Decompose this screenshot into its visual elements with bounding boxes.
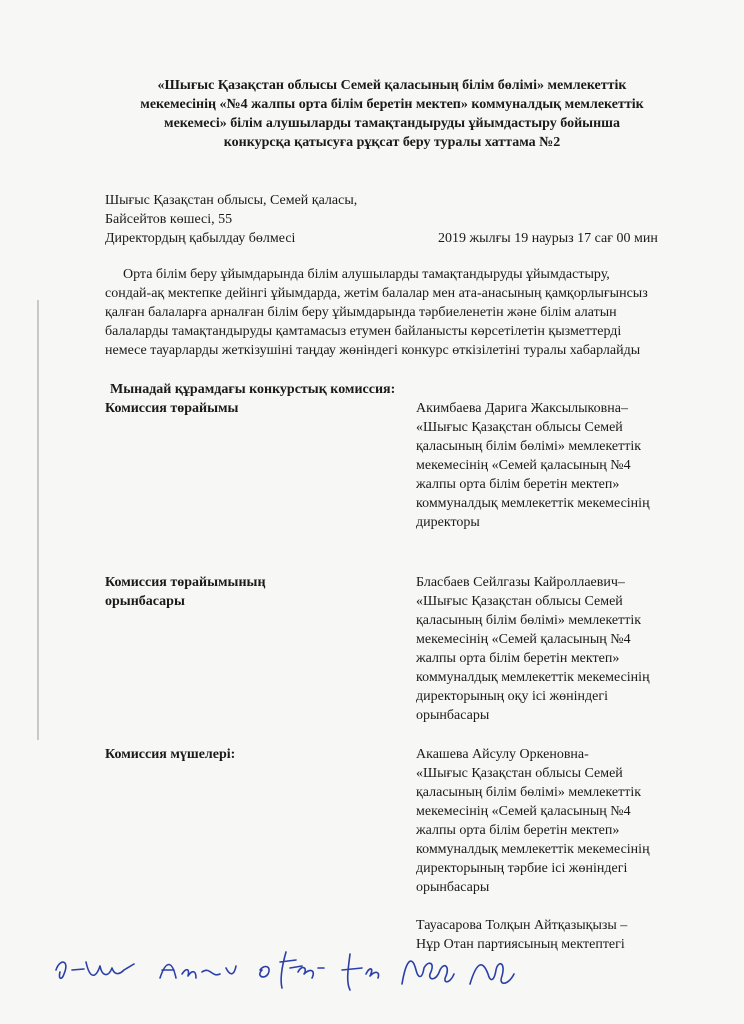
desc-line: «Шығыс Қазақстан облысы Семей [416,420,623,435]
scan-margin-mark [37,300,39,740]
member-role-deputy [105,573,266,611]
desc-line: мекемесінің «Семей қаласының №4 [416,458,631,473]
desc-line: мекемесінің «Семей қаласының №4 [416,632,631,647]
intro-paragraph [105,265,648,360]
desc-line: қаласының білім бөлімі» мемлекеттік [416,785,642,800]
intro-line: қалған балаларға арналған білім беру ұйымдарында тәрбиеленетін және білім алатын [105,305,617,320]
address-line-3: Директордың қабылдау бөлмесі [105,231,296,246]
desc-line: Нұр Отан партиясының мектептегі [416,937,625,952]
intro-line: сондай-ақ мектепке дейінгі ұйымдарда, жетім балалар мен ата-анасының қамқорлығынсыз [105,286,648,301]
handwritten-signatures [50,940,530,1000]
role-line: Комиссия төрайымы [105,401,239,416]
intro-line: немесе тауарларды жеткізушіні таңдау жөніндегі конкурс өткізілетіні туралы хабарлайды [105,343,641,358]
role-line: Комиссия төрайымының [105,575,266,590]
member-role-members [105,745,235,764]
desc-line: директорының тәрбие ісі жөніндегі [416,861,628,876]
desc-line: коммуналдық мемлекеттік мекемесінің [416,496,650,511]
title-line: «Шығыс Қазақстан облысы Семей қаласының білім бөлімі» мемлекеттік [157,78,627,93]
signature-stroke [280,952,324,988]
desc-line: мекемесінің «Семей қаласының №4 [416,804,631,819]
signature-stroke [56,962,134,978]
address-line-2: Байсейтов көшесі, 55 [105,212,233,227]
desc-line: Акимбаева Дарига Жаксылыковна– [416,401,628,416]
member-desc-deputy [416,573,650,725]
intro-line: балаларды тамақтандыруды қамтамасыз етумен байланысты көрсетілетін қызметтерді [105,324,622,339]
intro-line: Орта білім беру ұйымдарында білім алушыларды тамақтандыруды ұйымдастыру, [123,267,610,282]
signature-stroke [260,967,269,977]
signature-stroke [470,964,514,984]
document-title [100,76,684,152]
desc-line: жалпы орта білім беретін мектеп» [416,477,620,492]
title-line: мекемесі» білім алушыларды тамақтандыруды ұйымдастыру бойынша [164,116,620,131]
desc-line: коммуналдық мемлекеттік мекемесінің [416,670,650,685]
desc-line: жалпы орта білім беретін мектеп» [416,651,620,666]
signature-stroke [160,965,236,979]
signature-stroke [402,961,454,984]
desc-line: директорының оқу ісі жөніндегі [416,689,608,704]
meeting-date: 2019 жылғы 19 наурыз 17 сағ 00 мин [438,231,658,246]
commission-heading: Мынадай құрамдағы конкурстық комиссия: [110,382,396,397]
desc-line: Акашева Айсулу Оркеновна- [416,747,589,762]
desc-line: орынбасары [416,880,490,895]
desc-line: Тауасарова Толқын Айтқазықызы – [416,918,628,933]
member-role-chair [105,399,239,418]
title-line: мекемесінің «№4 жалпы орта білім беретін мектеп» коммуналдық мемлекеттік [140,97,644,112]
desc-line: коммуналдық мемлекеттік мекемесінің [416,842,650,857]
member-desc-chair [416,399,650,532]
role-line: орынбасары [105,594,185,609]
role-line: Комиссия мүшелері: [105,747,236,762]
signature-stroke [342,954,379,990]
address-line-1: Шығыс Қазақстан облысы, Семей қаласы, [105,193,358,208]
desc-line: «Шығыс Қазақстан облысы Семей [416,594,623,609]
desc-line: Бласбаев Сейлгазы Кайроллаевич– [416,575,625,590]
desc-line: директоры [416,515,480,530]
desc-line: қаласының білім бөлімі» мемлекеттік [416,439,642,454]
desc-line: «Шығыс Қазақстан облысы Семей [416,766,623,781]
member-desc-member-1 [416,745,650,897]
desc-line: жалпы орта білім беретін мектеп» [416,823,620,838]
desc-line: қаласының білім бөлімі» мемлекеттік [416,613,642,628]
desc-line: орынбасары [416,708,490,723]
title-line: конкурсқа қатысуға рұқсат беру туралы хаттама №2 [223,135,561,150]
